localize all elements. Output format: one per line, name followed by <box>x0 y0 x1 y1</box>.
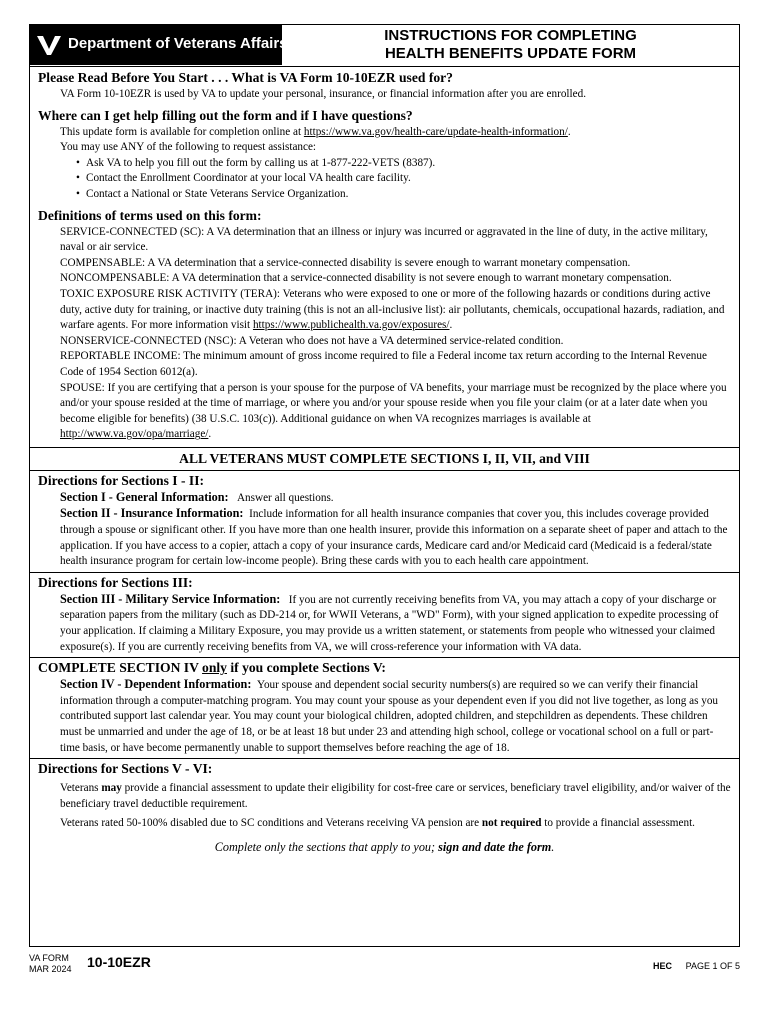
va-form-label: VA FORM <box>29 953 69 963</box>
definition-compensable: COMPENSABLE: A VA determination that a service-connected disability is severe enough to warrant monetary compensation. <box>60 256 631 269</box>
closing-prefix: Complete only the sections that apply to you; <box>214 839 439 854</box>
any-text: You may use ANY of the following to request assistance: <box>60 141 317 154</box>
not-required-text <box>38 816 731 832</box>
section-ii-text <box>38 506 731 569</box>
closing-instruction <box>38 840 731 856</box>
definition-sc: SERVICE-CONNECTED (SC): A VA determination that an illness or injury was incurred or aggravated in the line of duty, in the active military, naval or air service. <box>60 225 708 254</box>
tera-suffix: . <box>449 319 453 332</box>
help-section <box>30 103 739 203</box>
help-bullet: • Contact a National or State Veterans Service Organization. <box>38 187 731 203</box>
section-iii-text <box>38 592 731 655</box>
section-iv-body: Your spouse and dependent social security numbers(s) are required so we can verify their financial information through a computer-matching program. You may count your spouse as your dependent even if you did not live together, as long as you contributed support last calendar year. You may count your biological children, adopted children, and stepchildren as dependents. These children must be unmarried and under the age of 18, or be at least 18 but under 23 and attending high school, college or vocational school on a full or part-time basis, or have become permanently unable to support themselves before reaching the age of 18. <box>60 679 719 754</box>
form-id-small <box>29 953 72 974</box>
section-ii-title: Section II - Insurance Information: <box>60 506 244 521</box>
definition-income: REPORTABLE INCOME: The minimum amount of gross income required to file a Federal income tax return according to the Internal Revenue Code of 1954 Section 6012(a). <box>60 350 707 378</box>
closing-bold: sign and date the form <box>438 839 552 854</box>
financial-assessment-text <box>38 781 731 812</box>
page-footer <box>29 952 740 980</box>
p2-suffix: to provide a financial assessment. <box>541 817 695 830</box>
form-header <box>30 25 739 67</box>
va-logo <box>30 25 288 65</box>
tera-text: TOXIC EXPOSURE RISK ACTIVITY (TERA): Veterans who were exposed to one or more of the following hazards or conditions during active duty, active duty for training, or inactive duty training (this is not an all-inclusive list): air pollutants, chemicals, occupational hazards, radiation, and warfare agents. For more information visit <box>60 287 725 332</box>
va-seal-icon <box>36 32 62 58</box>
definition-tera <box>38 287 731 334</box>
form-date: MAR 2024 <box>29 963 72 974</box>
dir4-heading <box>38 659 731 677</box>
dir4-heading-prefix: COMPLETE SECTION IV <box>38 660 203 676</box>
intro-heading: Please Read Before You Start . . . What is VA Form 10-10EZR used for? <box>38 70 453 85</box>
section-iii-title: Section III - Military Service Information: <box>60 591 281 606</box>
logo-text: Department of Veterans Affairs <box>68 35 288 52</box>
form-number: 10-10EZR <box>87 954 151 970</box>
dir4-heading-only: only <box>202 660 227 676</box>
p1-prefix: Veterans <box>60 782 102 795</box>
directions-sections-v-vi <box>30 759 739 857</box>
section-ii-body: Include information for all health insurance companies that cover you, this includes coverage provided through a spouse or significant other. If you have more than one health insurer, provide this information on a separate sheet of paper and attach to the application. If you have access to a copier, attach a copy of your insurance cards, Medicare card and/or Medicaid card (Medicaid is a federal/state health insurance program for certain low-income people). Bring these cards with you to each health care appointment. <box>60 508 728 568</box>
dir4-heading-suffix: if you complete Sections V: <box>226 660 386 676</box>
p1-suffix: provide a financial assessment to update their eligibility for cost-free care or services, beneficiary travel eligibility, and/or waiver of the beneficiary travel deductible requirement. <box>60 782 731 810</box>
section-iv-text <box>38 677 731 756</box>
hec-label: HEC <box>652 961 672 971</box>
exposures-link[interactable]: https://www.publichealth.va.gov/exposures/ <box>252 319 450 332</box>
definition-spouse <box>38 381 731 443</box>
all-veterans-banner: ALL VETERANS MUST COMPLETE SECTIONS I, II, VII, and VIII <box>30 447 739 471</box>
definition-nsc: NONSERVICE-CONNECTED (NSC): A Veteran who does not have a VA determined service-related condition. <box>60 334 564 347</box>
directions-sections-i-ii <box>30 471 739 573</box>
dir3-heading: Directions for Sections III: <box>38 574 193 590</box>
dir5-heading: Directions for Sections V - VI: <box>38 761 213 777</box>
directions-sections-iii <box>30 573 739 658</box>
marriage-link[interactable]: http://www.va.gov/opa/marriage/ <box>60 428 209 441</box>
page-title <box>282 27 739 62</box>
title-line-2: HEALTH BENEFITS UPDATE FORM <box>384 44 637 62</box>
section-i-title: Section I - General Information: <box>60 489 229 504</box>
form-frame <box>29 24 740 947</box>
help-bullet: • Ask VA to help you fill out the form by calling us at 1-877-222-VETS (8387). <box>38 156 731 172</box>
p2-prefix: Veterans rated 50-100% disabled due to SC conditions and Veterans receiving VA pension are <box>60 817 482 830</box>
definitions-heading: Definitions of terms used on this form: <box>38 207 262 223</box>
update-online-link[interactable]: https://www.va.gov/health-care/update-health-information/ <box>303 125 568 138</box>
spouse-suffix: . <box>208 428 212 441</box>
definitions-section <box>30 203 739 447</box>
intro-section <box>30 67 739 103</box>
title-line-1: INSTRUCTIONS FOR COMPLETING <box>384 27 637 44</box>
section-iv-title: Section IV - Dependent Information: <box>60 677 252 692</box>
dir1-heading: Directions for Sections I - II: <box>38 472 205 488</box>
p1-bold: may <box>101 782 122 795</box>
help-heading: Where can I get help filling out the form and if I have questions? <box>38 107 413 123</box>
p2-bold: not required <box>481 817 542 830</box>
directions-section-iv <box>30 658 739 759</box>
section-iii-body: If you are not currently receiving benefits from VA, you may attach a copy of your discharge or separation papers from the military (such as DD-214 or, for WWII Veterans, a "WD" Form), with your signed application to expedite processing of your application. If claiming a Military Exposure, you may provide us a written statement, or statements from people who witnessed your claimed exposure(s). If you are currently receiving benefits from VA, we will cross-reference your information with VA data. <box>60 593 719 653</box>
help-bullet: • Contact the Enrollment Coordinator at your local VA health care facility. <box>38 171 731 187</box>
section-i-text <box>38 490 731 507</box>
online-suffix: . <box>567 125 571 138</box>
online-prefix: This update form is available for completion online at <box>60 125 304 138</box>
definition-noncompensable: NONCOMPENSABLE: A VA determination that a service-connected disability is not severe enough to warrant monetary compensation. <box>60 272 672 285</box>
online-text <box>38 125 731 141</box>
section-i-body: Answer all questions. <box>236 491 334 504</box>
page-number: PAGE 1 OF 5 <box>685 961 740 971</box>
closing-suffix: . <box>551 839 555 854</box>
spouse-text: SPOUSE: If you are certifying that a person is your spouse for the purpose of VA benefits, your marriage must be recognized by the place where you and/or your spouse resided at the time of marriage, or where you and/or your spouse reside when you file your claim (or at a later date when you become eligible for benefits) (38 U.S.C. 103(c)). Additional guidance on when VA recognizes marriages is available at <box>60 381 727 425</box>
intro-text: VA Form 10-10EZR is used by VA to update your personal, insurance, or financial information after you are enrolled. <box>60 88 587 100</box>
